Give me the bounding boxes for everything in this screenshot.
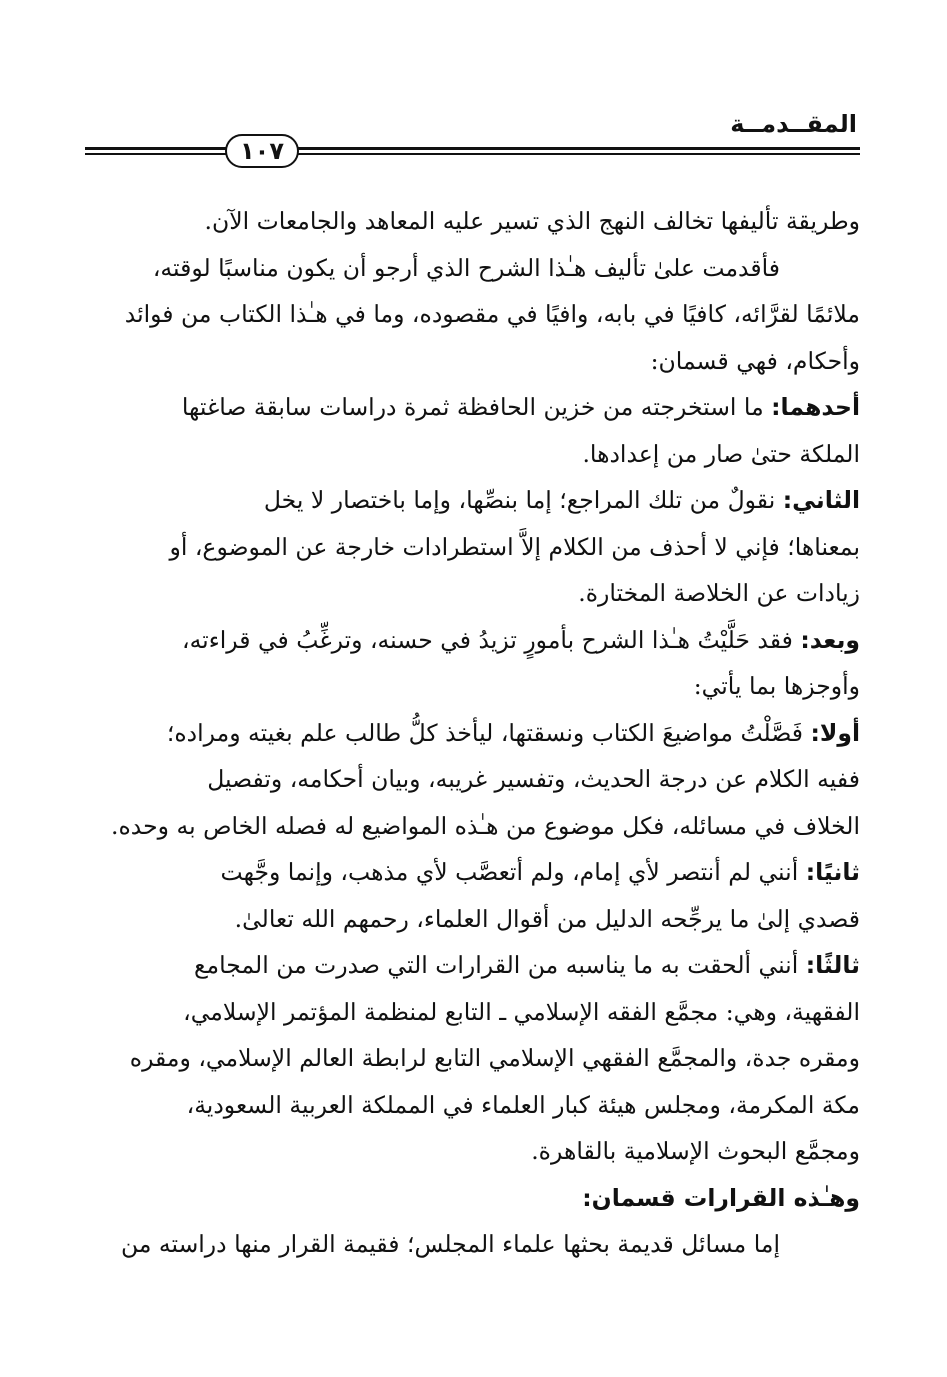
text-line: أولا: فَصَّلْتُ مواضيعَ الكتاب ونسقتها، ليأخذ كلُّ طالب علم بغيته ومراده؛	[166, 718, 860, 747]
text-line: ثانيًا: أنني لم أنتصر لأي إمام، ولم أتعصَّب لأي مذهب، وإنما وجَّهت	[220, 858, 860, 886]
paragraph-lead: أولا:	[810, 718, 860, 747]
text-line: قصدي إلىٰ ما يرجِّحه الدليل من أقوال العلماء، رحمهم الله تعالىٰ.	[234, 904, 860, 933]
paragraph-lead: وبعد:	[800, 625, 860, 654]
text-line: وبعد: فقد حَلَّيْتُ هـٰذا الشرح بأمورٍ تزيدُ في حسنه، وترغِّبُ في قراءته،	[182, 625, 860, 654]
header-rule-right-bottom	[296, 153, 860, 155]
paragraph-lead: الثاني:	[782, 486, 860, 514]
body-text	[80, 198, 860, 1268]
text-line: الخلاف في مسائله، فكل موضوع من هـٰذه المواضيع له فصله الخاص به وحده.	[111, 811, 860, 840]
section-heading: وهـٰذه القرارات قسمان:	[582, 1183, 860, 1212]
header-rule-left-top	[85, 147, 227, 150]
text-line: الفقهية، وهي: مجمَّع الفقه الإسلامي ـ التابع لمنظمة المؤتمر الإسلامي،	[183, 997, 860, 1026]
text-line: وأحكام، فهي قسمان:	[650, 346, 860, 375]
text-line: ملائمًا لقرَّائه، كافيًا في بابه، وافيًا في مقصوده، وما في هـٰذا الكتاب من فوائد	[124, 300, 860, 328]
paragraph-lead: أحدهما:	[771, 393, 860, 421]
text-line: فأقدمت علىٰ تأليف هـٰذا الشرح الذي أرجو أن يكون مناسبًا لوقته،	[152, 253, 780, 282]
text-line: ومقره جدة، والمجمَّع الفقهي الإسلامي التابع لرابطة العالم الإسلامي، ومقره	[129, 1044, 860, 1072]
text-line: ففيه الكلام عن درجة الحديث، وتفسير غريبه، وبيان أحكامه، وتفصيل	[207, 765, 860, 793]
running-title: المقــدمــة	[730, 110, 857, 138]
header-rule-left-bottom	[85, 153, 227, 155]
text-line: مكة المكرمة، ومجلس هيئة كبار العلماء في المملكة العربية السعودية،	[186, 1090, 860, 1119]
paragraph-lead: ثالثًا:	[805, 951, 860, 979]
text-line: بمعناها؛ فإني لا أحذف من الكلام إلاَّ استطرادات خارجة عن الموضوع، أو	[169, 532, 860, 561]
text-line: وأوجزها بما يأتي:	[693, 672, 860, 700]
text-line: ثالثًا: أنني ألحقت به ما يناسبه من القرارات التي صدرت من المجامع	[194, 951, 860, 979]
text-line: زيادات عن الخلاصة المختارة.	[578, 579, 860, 607]
text-line: الثاني: نقولٌ من تلك المراجع؛ إما بنصِّها، وإما باختصار لا يخل	[263, 486, 860, 514]
page-number	[225, 134, 299, 168]
header-rule-right-top	[296, 147, 860, 150]
page-number-text: ١٠٧	[240, 137, 284, 165]
text-line: إما مسائل قديمة بحثها علماء المجلس؛ فقيمة القرار منها دراسته من	[120, 1230, 780, 1258]
text-line: ومجمَّع البحوث الإسلامية بالقاهرة.	[531, 1137, 860, 1165]
text-line: الملكة حتىٰ صار من إعدادها.	[582, 439, 860, 468]
paragraph-lead: ثانيًا:	[805, 858, 860, 886]
text-line: أحدهما: ما استخرجته من خزين الحافظة ثمرة دراسات سابقة صاغتها	[181, 393, 860, 421]
text-line: وطريقة تأليفها تخالف النهج الذي تسير عليه المعاهد والجامعات الآن.	[204, 207, 860, 235]
